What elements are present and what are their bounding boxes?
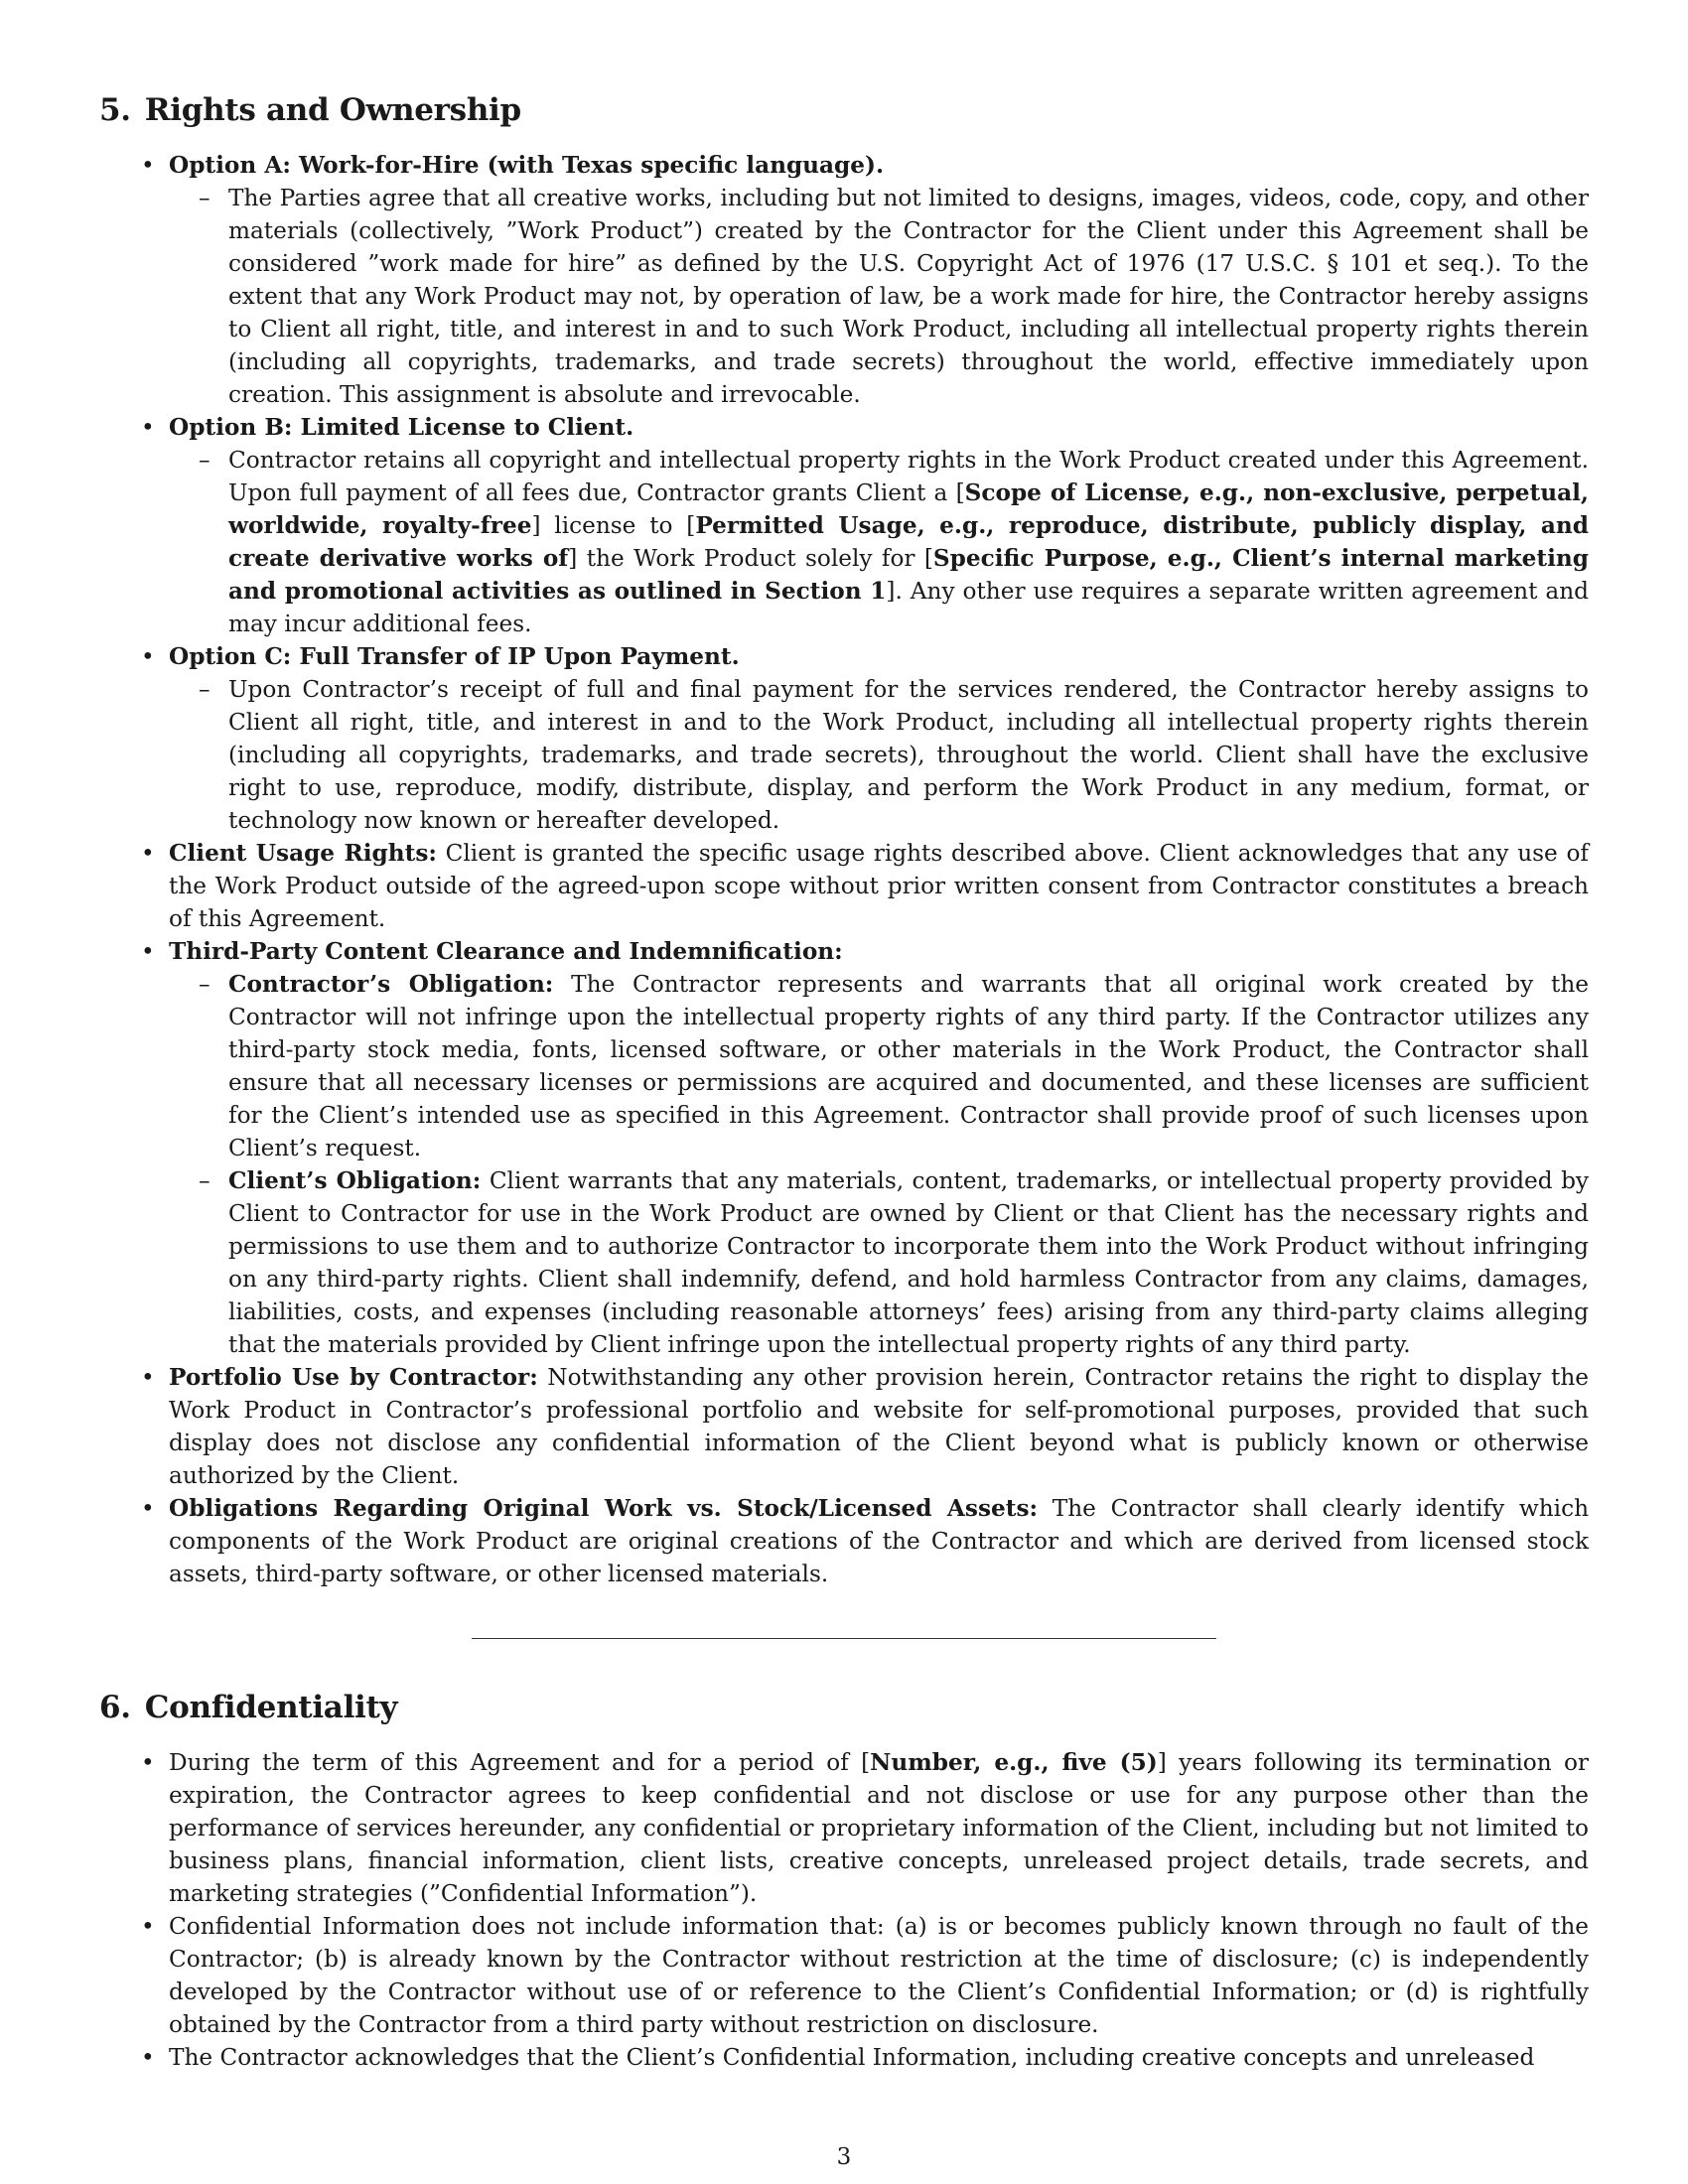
section-heading-confidentiality	[99, 1687, 1589, 1728]
confidentiality-text-2: ] years following its termination or expiration, the Contractor agrees to keep confidential and not disclose or use for any purpose other than the performance of services hereunder, any confidential or proprietary information of the Client, including but not limited to business plans, financial information, client lists, creative concepts, unreleased project details, trade secrets, and marketing strategies (”Confidential Information”).	[169, 1749, 1589, 1907]
option-b-sublist	[169, 444, 1589, 640]
option-a-sublist	[169, 182, 1589, 411]
client-usage-text: Client is granted the specific usage rights described above. Client acknowledges that any use of the Work Product outside of the agreed-upon scope without prior written consent from Contractor constitutes a breach of this Agreement.	[169, 840, 1589, 932]
option-b-text	[228, 444, 1589, 640]
permitted-usage-placeholder: Permitted Usage, e.g., reproduce, distribute, publicly display, and create derivative works of	[228, 512, 1589, 572]
section-number: 5.	[99, 92, 131, 128]
contractor-obligation-heading: Contractor’s Obligation:	[228, 971, 554, 998]
client-obligation-text: Client warrants that any materials, content, trademarks, or intellectual property provided by Client to Contractor for use in the Work Product are owned by Client or that Client has the necessary rights and permissions to use them and to authorize Contractor to incorporate them into the Work Product without infringing on any third-party rights. Client shall indemnify, defend, and hold harmless Contractor from any claims, damages, liabilities, costs, and expenses (including reasonable attorneys’ fees) arising from any third-party claims alleging that the materials provided by Client infringe upon the intellectual property rights of any third party.	[228, 1167, 1590, 1358]
option-c-text: – Upon Contractor’s receipt of full and final payment for the services rendered, the Contractor hereby assigns to Client all right, title, and interest in and to the Work Product, including all intellectual property rights therein (including all copyrights, trademarks, and trade secrets), throughout the world. Client shall have the exclusive right to use, reproduce, modify, distribute, display, and perform the Work Product in any medium, format, or technology now known or hereafter developed.	[228, 673, 1589, 837]
specific-purpose-placeholder: Specific Purpose, e.g., Client’s internal marketing and promotional activities as outlined in Section 1	[228, 545, 1589, 605]
option-b-text-3: ] the Work Product solely for [	[568, 545, 933, 572]
list-item-portfolio	[169, 1361, 1589, 1492]
number-of-years-placeholder: Number, e.g., five (5)	[870, 1749, 1158, 1776]
confidentiality-text-1: During the term of this Agreement and for a period of [	[169, 1749, 871, 1776]
client-obligation	[228, 1164, 1589, 1361]
list-item-third-party	[169, 935, 1589, 1361]
contractor-obligation	[228, 968, 1589, 1164]
option-c-heading: Option C: Full Transfer of IP Upon Payment.	[169, 643, 740, 670]
portfolio-heading: Portfolio Use by Contractor:	[169, 1364, 538, 1391]
document-page	[99, 89, 1589, 2074]
list-item-original-work	[169, 1492, 1589, 1590]
option-a-text: – The Parties agree that all creative works, including but not limited to designs, images, videos, code, copy, and other materials (collectively, ”Work Product”) created by the Contractor for the Client under this Agreement shall be considered ”work made for hire” as defined by the U.S. Copyright Act of 1976 (17 U.S.C. § 101 et seq.). To the extent that any Work Product may not, by operation of law, be a work made for hire, the Contractor hereby assigns to Client all right, title, and interest in and to such Work Product, including all intellectual property rights therein (including all copyrights, trademarks, and trade secrets) throughout the world, effective immediately upon creation. This assignment is absolute and irrevocable.	[228, 182, 1589, 411]
rights-list	[99, 149, 1589, 1590]
confidentiality-item-acknowledgement: • The Contractor acknowledges that the Client’s Confidential Information, including creative concepts and unreleased	[169, 2041, 1589, 2074]
list-item-option-b	[169, 411, 1589, 640]
option-b-heading: Option B: Limited License to Client.	[169, 414, 634, 441]
client-obligation-heading: Client’s Obligation:	[228, 1167, 482, 1194]
confidentiality-item-term	[169, 1746, 1589, 1910]
original-work-heading: Obligations Regarding Original Work vs. Stock/Licensed Assets:	[169, 1495, 1039, 1522]
confidentiality-item-exclusions: • Confidential Information does not include information that: (a) is or becomes publicly known through no fault of the Contractor; (b) is already known by the Contractor without restriction at the time of disclosure; (c) is independently developed by the Contractor without use of or reference to the Client’s Confidential Information; or (d) is rightfully obtained by the Contractor from a third party without restriction on disclosure.	[169, 1910, 1589, 2041]
section-number: 6.	[99, 1690, 131, 1725]
third-party-heading: Third-Party Content Clearance and Indemnification:	[169, 938, 843, 965]
section-divider	[472, 1638, 1216, 1639]
section-title: Confidentiality	[144, 1690, 398, 1725]
list-item-client-usage	[169, 837, 1589, 935]
scope-of-license-placeholder: Scope of License, e.g., non-exclusive, perpetual, worldwide, royalty-free	[228, 479, 1589, 539]
third-party-sublist	[169, 968, 1589, 1361]
option-c-sublist	[169, 673, 1589, 837]
client-usage-heading: Client Usage Rights:	[169, 840, 437, 867]
list-item-option-a	[169, 149, 1589, 411]
list-item-option-c	[169, 640, 1589, 837]
option-b-text-1: Contractor retains all copyright and intellectual property rights in the Work Product created under this Agreement. Upon full payment of all fees due, Contractor grants Client a [	[228, 447, 1589, 506]
portfolio-text: Notwithstanding any other provision herein, Contractor retains the right to display the Work Product in Contractor’s professional portfolio and website for self-promotional purposes, provided that such display does not disclose any confidential information of the Client beyond what is publicly known or otherwise authorized by the Client.	[169, 1364, 1589, 1489]
confidentiality-list	[99, 1746, 1589, 2074]
option-b-text-2: ] license to [	[531, 512, 696, 539]
section-heading-rights-ownership	[99, 89, 1589, 131]
option-b-text-4: ]. Any other use requires a separate written agreement and may incur additional fees.	[228, 578, 1589, 637]
section-title: Rights and Ownership	[144, 92, 521, 128]
page-number: 3	[836, 2144, 852, 2170]
contractor-obligation-text: The Contractor represents and warrants that all original work created by the Contractor will not infringe upon the intellectual property rights of any third party. If the Contractor utilizes any third-party stock media, fonts, licensed software, or other materials in the Work Product, the Contractor shall ensure that all necessary licenses or permissions are acquired and documented, and these licenses are sufficient for the Client’s intended use as specified in this Agreement. Contractor shall provide proof of such licenses upon Client’s request.	[228, 971, 1589, 1161]
original-work-text: The Contractor shall clearly identify which components of the Work Product are original creations of the Contractor and which are derived from licensed stock assets, third-party software, or other licensed materials.	[169, 1495, 1590, 1587]
option-a-heading: Option A: Work-for-Hire (with Texas specific language).	[169, 152, 885, 179]
